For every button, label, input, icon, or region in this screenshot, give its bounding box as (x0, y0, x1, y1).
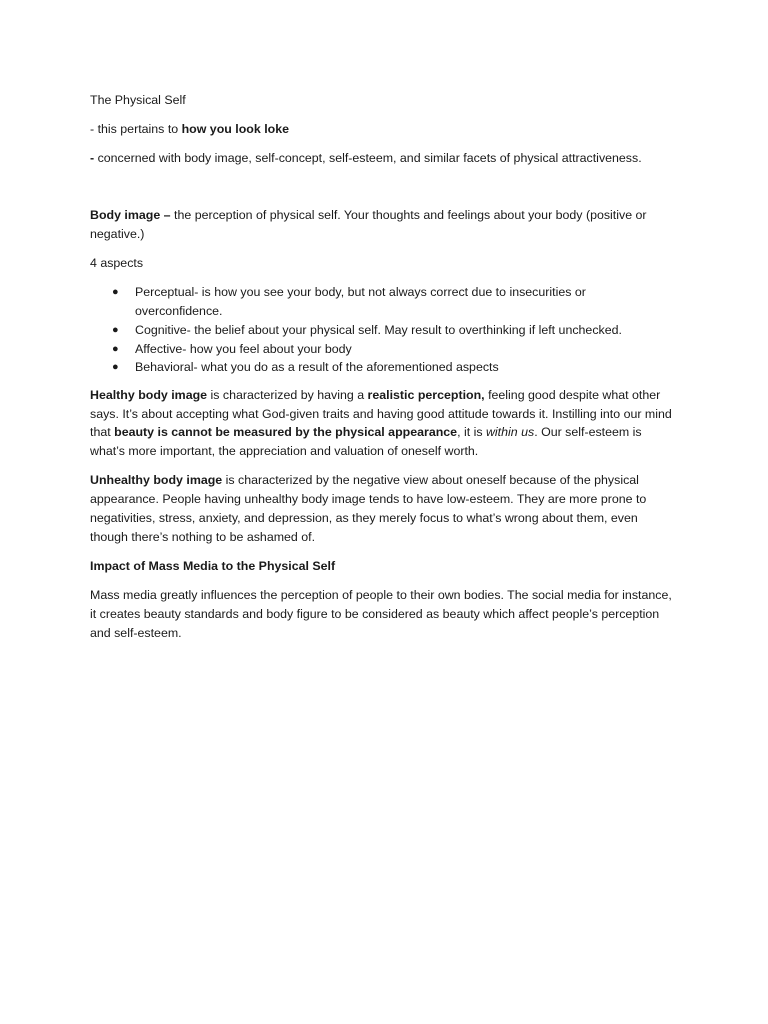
document-title (90, 91, 675, 110)
healthy-term: Healthy body image (90, 387, 208, 402)
title-text: The Physical Self (90, 93, 186, 107)
bullet-icon: ● (112, 323, 119, 336)
unhealthy-body-image-paragraph (90, 471, 675, 546)
healthy-text-3: , it is (457, 425, 486, 440)
impact-heading-text: Impact of Mass Media to the Physical Self (90, 559, 336, 574)
concerned-dash: - (90, 150, 98, 165)
aspect-text: Behavioral- what you do as a result of the aforementioned aspects (135, 360, 499, 375)
aspects-heading (90, 254, 675, 273)
aspects-list (90, 283, 675, 377)
healthy-text-1: is characterized by having a (207, 387, 368, 402)
unhealthy-term: Unhealthy body image (90, 473, 223, 488)
concerned-line (90, 149, 675, 168)
unhealthy-text: is characterized by the negative view about oneself because of the physical appearance. People having unhealthy body image tends to have low-esteem. They are more prone to negativities, stress, anxiety, and depression, as they merely focus to what’s wrong about them, even though there’s nothing to be ashamed of. (90, 473, 647, 544)
bullet-icon: ● (112, 342, 119, 355)
pertains-line (90, 120, 675, 139)
aspects-heading-text: 4 aspects (90, 255, 144, 270)
pertains-prefix: - this pertains to (90, 122, 182, 137)
impact-heading (90, 557, 675, 576)
list-item (90, 340, 675, 359)
aspect-text: Perceptual- is how you see your body, but not always correct due to insecurities or overconfidence. (135, 285, 586, 319)
concerned-text: concerned with body image, self-concept, self-esteem, and similar facets of physical attractiveness. (97, 150, 642, 165)
list-item (90, 321, 675, 340)
healthy-body-image-paragraph (90, 386, 675, 461)
bullet-icon: ● (112, 286, 119, 299)
document-body (90, 91, 675, 653)
aspect-text: Affective- how you feel about your body (135, 341, 352, 356)
impact-paragraph (90, 586, 675, 642)
body-image-text: the perception of physical self. Your thoughts and feelings about your body (positive or negative.) (90, 207, 647, 241)
body-image-definition (90, 206, 675, 244)
healthy-italic: within us (485, 425, 535, 440)
aspect-text: Cognitive- the belief about your physical self. May result to overthinking if left unchecked. (135, 322, 622, 337)
pertains-bold: how you look loke (181, 122, 289, 137)
bullet-icon: ● (112, 361, 119, 374)
list-item (90, 358, 675, 377)
healthy-bold-1: realistic perception, (367, 387, 485, 402)
body-image-term: Body image – (90, 207, 171, 222)
healthy-text-2: feeling good despite what other says. It’s about accepting what God-given traits and having good attitude towards it. Instilling into our mind that (90, 387, 672, 440)
impact-text: Mass media greatly influences the perception of people to their own bodies. The social media for instance, it creates beauty standards and body figure to be considered as beauty which affect people’s perception and self-esteem. (90, 588, 672, 641)
list-item (90, 283, 675, 321)
paragraph-spacer (90, 178, 675, 206)
healthy-bold-2: beauty is cannot be measured by the physical appearance (114, 425, 458, 440)
healthy-text-4: . Our self-esteem is what’s more important, the appreciation and valuation of oneself worth. (90, 425, 642, 459)
